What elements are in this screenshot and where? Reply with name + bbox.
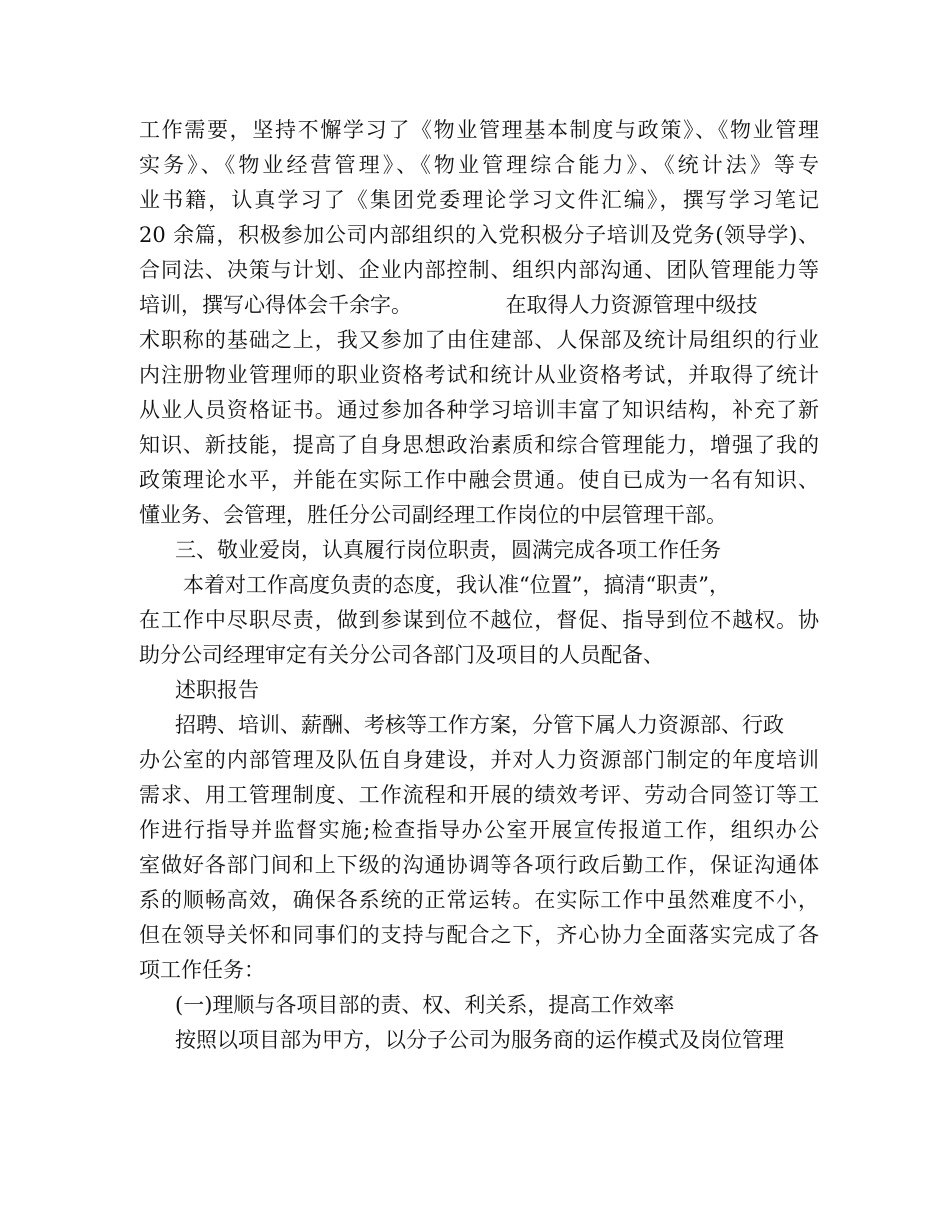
- document-body: [139, 113, 819, 1058]
- text-line: 需求、用工管理制度、工作流程和开展的绩效考评、劳动合同签订等工: [139, 783, 819, 807]
- text-line: 从业人员资格证书。通过参加各种学习培训丰富了知识结构，补充了新: [139, 398, 819, 422]
- text-line: 合同法、决策与计划、企业内部控制、组织内部沟通、团队管理能力等: [139, 258, 819, 282]
- text-line: 实务》、《物业经营管理》、《物业管理综合能力》、《统计法》等专: [139, 153, 819, 177]
- text-line: 工作需要，坚持不懈学习了《物业管理基本制度与政策》、《物业管理: [139, 118, 819, 142]
- text-line: 知识、新技能，提高了自身思想政治素质和综合管理能力，增强了我的: [139, 433, 819, 457]
- document-title: 述职报告: [175, 678, 259, 702]
- text-line: 系的顺畅高效，确保各系统的正常运转。在实际工作中虽然难度不小，: [139, 888, 819, 912]
- text-line: 但在领导关怀和同事们的支持与配合之下，齐心协力全面落实完成了各: [139, 923, 819, 947]
- text-line: 在工作中尽职尽责，做到参谋到位不越位，督促、指导到位不越权。协: [139, 608, 819, 632]
- text-line: 助分公司经理审定有关分公司各部门及项目的人员配备、: [139, 643, 664, 667]
- text-line: 懂业务、会管理，胜任分公司副经理工作岗位的中层管理干部。: [139, 503, 727, 527]
- text-line: 招聘、培训、薪酬、考核等工作方案，分管下属人力资源部、行政: [175, 713, 784, 737]
- text-line: 内注册物业管理师的职业资格考试和统计从业资格考试，并取得了统计: [139, 363, 819, 387]
- text-line: 业书籍，认真学习了《集团党委理论学习文件汇编》，撰写学习笔记: [139, 188, 819, 212]
- section-heading: 三、敬业爱岗，认真履行岗位职责，圆满完成各项工作任务: [175, 538, 721, 562]
- text-line: 室做好各部门间和上下级的沟通协调等各项行政后勤工作，保证沟通体: [139, 853, 819, 877]
- text-line: 培训，撰写心得体会千余字。 在取得人力资源管理中级技: [139, 293, 758, 317]
- text-line: 20 余篇，积极参加公司内部组织的入党积极分子培训及党务(领导学)、: [139, 223, 819, 247]
- text-line: 术职称的基础之上，我又参加了由住建部、人保部及统计局组织的行业: [139, 328, 819, 352]
- text-line: 办公室的内部管理及队伍自身建设，并对人力资源部门制定的年度培训: [139, 748, 819, 772]
- text-line: 政策理论水平，并能在实际工作中融会贯通。使自已成为一名有知识、: [139, 468, 819, 492]
- text-line: 本着对工作高度负责的态度，我认准“位置”，搞清“职责”，: [183, 573, 730, 597]
- text-line: 作进行指导并监督实施;检查指导办公室开展宣传报道工作，组织办公: [139, 818, 819, 842]
- text-line: 项工作任务：: [139, 958, 265, 982]
- text-line: 按照以项目部为甲方，以分子公司为服务商的运作模式及岗位管理: [175, 1028, 784, 1052]
- subsection-heading: (一)理顺与各项目部的责、权、利关系，提高工作效率: [175, 993, 675, 1017]
